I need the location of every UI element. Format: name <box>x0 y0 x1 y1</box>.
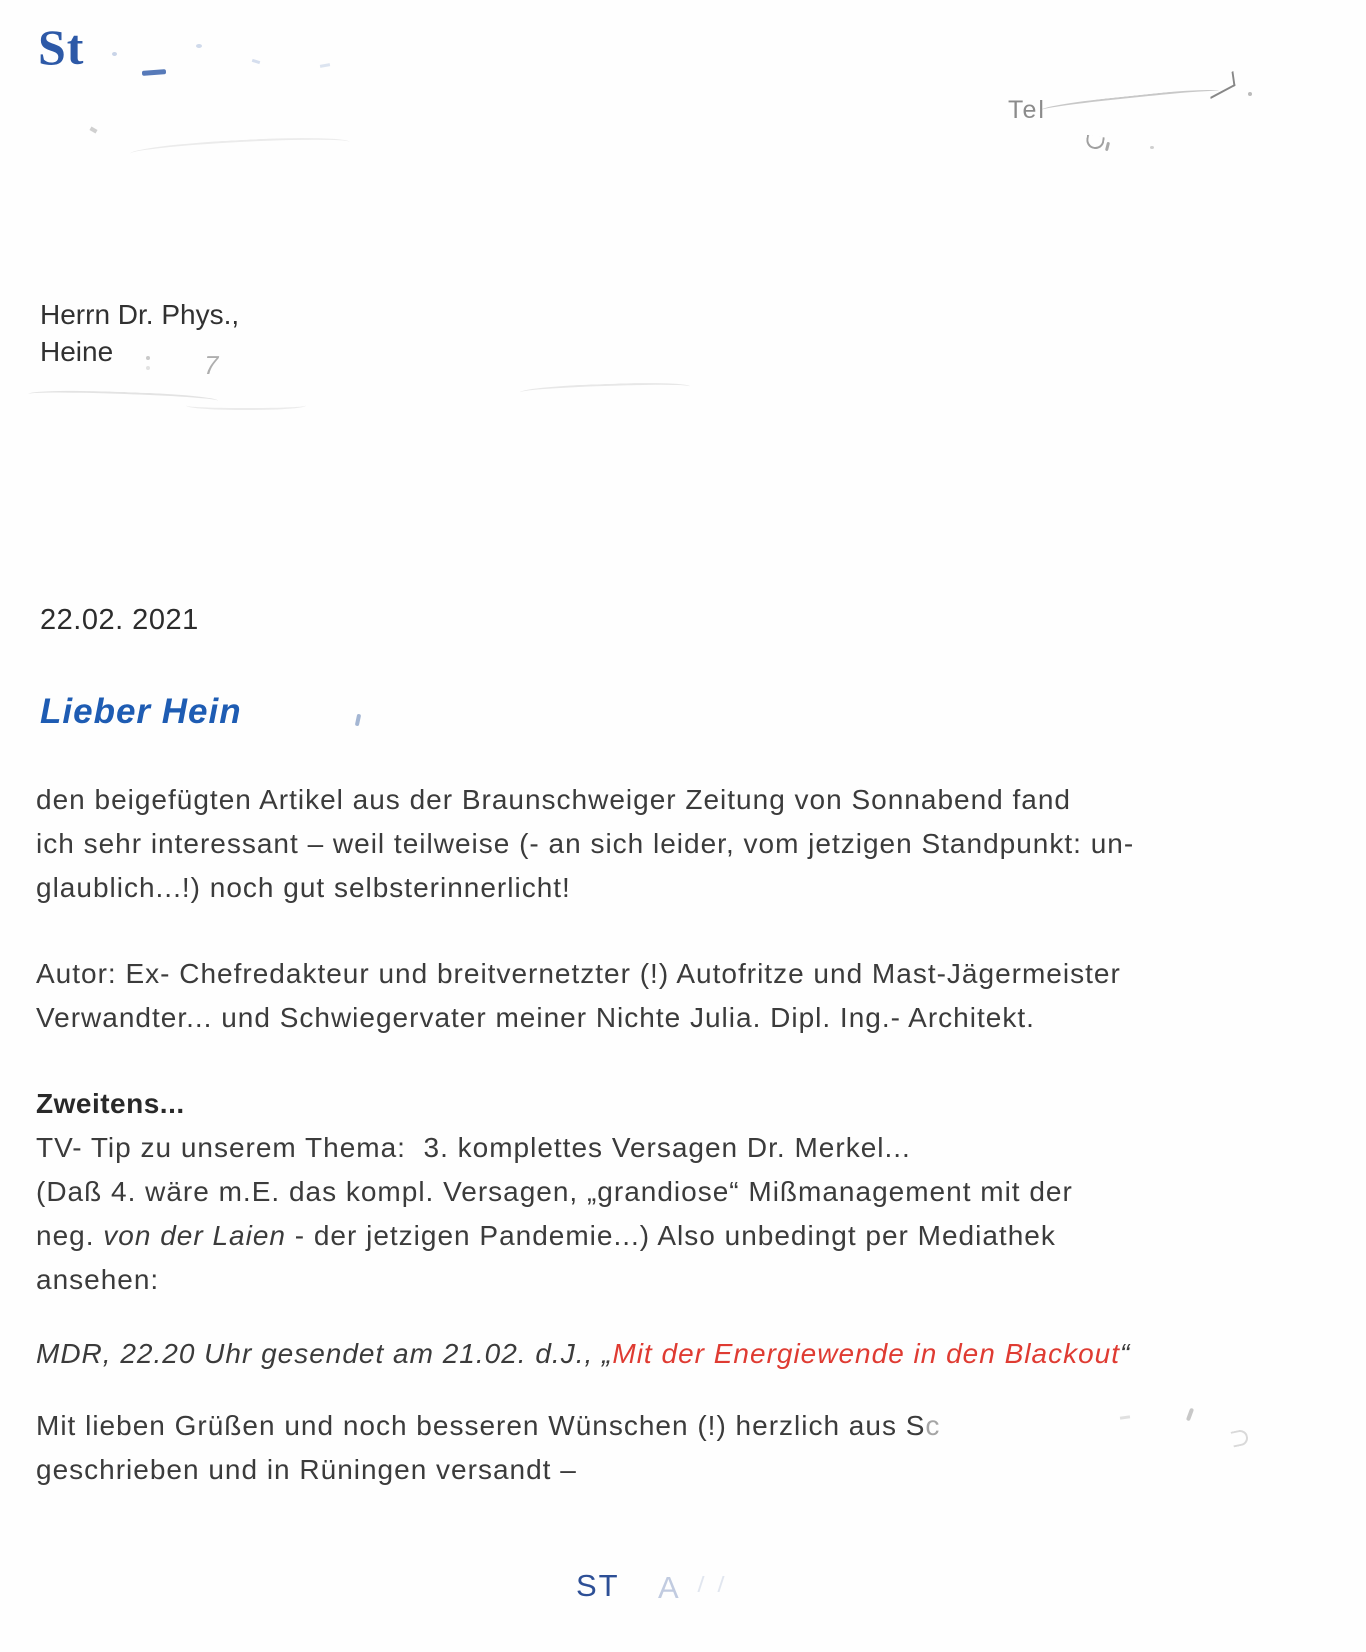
closing-text: Mit lieben Grüßen und noch besseren Wünschen (!) herzlich aus S <box>36 1410 926 1441</box>
erased-contact-line <box>1040 87 1220 118</box>
ink-speck <box>89 127 97 134</box>
broadcast-title-red: Mit der Energiewende in den Blackout <box>612 1338 1121 1369</box>
body-paragraph-2 <box>36 952 1121 1040</box>
erased-address-line <box>520 381 690 399</box>
scan-scratch <box>130 134 351 161</box>
ink-speck <box>320 63 330 68</box>
closing-quote: “ <box>1120 1338 1131 1369</box>
letterhead-erased-mark <box>142 69 166 76</box>
letter-date: 22.02. 2021 <box>40 604 199 636</box>
erased-placename-mark <box>1186 1408 1194 1422</box>
erased-placename-fragment: c <box>925 1410 941 1441</box>
erased-address-digit: 7 <box>200 350 222 380</box>
erased-address-line <box>28 389 218 408</box>
footer-stamp-faded-mark <box>697 1576 724 1592</box>
body-line <box>36 1332 1130 1376</box>
body-line: TV- Tip zu unserem Thema: 3. komplettes Versagen Dr. Merkel... <box>36 1132 911 1163</box>
letterhead-logo-fragment: St <box>38 19 85 75</box>
body-line: den beigefügten Artikel aus der Braunschweiger Zeitung von Sonnabend fand <box>36 784 1072 815</box>
erased-name-mark <box>355 714 361 727</box>
body-line: ansehen: <box>36 1264 160 1295</box>
footer-stamp-fragment: ST <box>576 1568 620 1603</box>
body-line <box>36 1214 1073 1258</box>
erased-placename-mark <box>1120 1415 1130 1419</box>
ink-speck <box>112 52 117 56</box>
body-text-segment: neg. <box>36 1220 104 1251</box>
body-text-segment: - der jetzigen Pandemie...) Also unbedingt per Mediathek <box>285 1220 1056 1251</box>
body-line: (Daß 4. wäre m.E. das kompl. Versagen, „grandiose“ Mißmanagement mit der <box>36 1176 1073 1207</box>
erased-number-fragment <box>1085 135 1105 150</box>
closing-paragraph <box>36 1404 940 1492</box>
ink-speck <box>1248 92 1252 96</box>
body-line: Autor: Ex- Chefredakteur und breitvernetzter (!) Autofritze und Mast-Jägermeister <box>36 958 1121 989</box>
body-line: geschrieben und in Rüningen versandt – <box>36 1454 577 1485</box>
emphasized-phrase: von der Laien <box>103 1220 286 1251</box>
erased-number-fragment <box>1105 142 1110 151</box>
recipient-line: Heine <box>40 336 114 367</box>
tv-broadcast-reference <box>36 1332 1130 1376</box>
ink-speck <box>252 59 261 64</box>
footer-stamp-faded-letter: A <box>658 1570 681 1605</box>
recipient-line: Herrn Dr. Phys., <box>40 299 240 330</box>
section-heading: Zweitens... <box>36 1088 185 1119</box>
ink-speck <box>1150 146 1154 149</box>
erased-placename-mark <box>1231 1429 1250 1448</box>
ink-speck <box>196 44 202 48</box>
erased-handwriting-mark <box>1209 71 1236 99</box>
salutation: Lieber Hein <box>40 692 242 731</box>
body-line <box>36 1404 940 1448</box>
body-line: Verwandter... und Schwiegervater meiner Nichte Julia. Dipl. Ing.- Architekt. <box>36 1002 1035 1033</box>
tel-label-fragment: Tel <box>1008 96 1046 124</box>
broadcast-info: MDR, 22.20 Uhr gesendet am 21.02. d.J., „ <box>36 1338 613 1369</box>
erased-address-line <box>186 400 306 410</box>
body-line: ich sehr interessant – weil teilweise (- an sich leider, vom jetzigen Standpunkt: un- <box>36 828 1135 859</box>
section-zweitens <box>36 1082 1073 1302</box>
body-line: glaublich...!) noch gut selbsterinnerlicht! <box>36 872 571 903</box>
body-paragraph-1 <box>36 778 1134 910</box>
